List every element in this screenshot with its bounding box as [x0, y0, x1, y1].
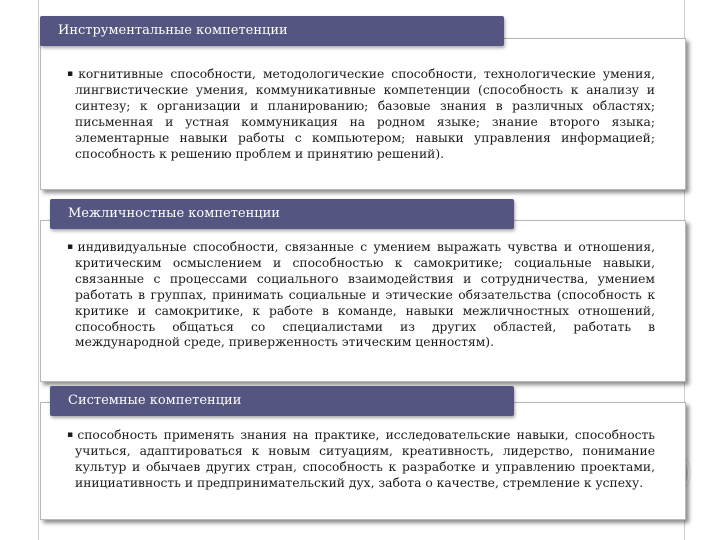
interpersonal-competencies-box [40, 220, 686, 382]
interpersonal-competencies-text: ▪ индивидуальные способности, связанные с умением выражать чувства и отношения, критическим осмыслением и способностью к самокритике; социальные навыки, связанные с процессами социального взаимодействия и сотрудничества, умением работать в группах, принимать социальные и этические обязательства (способность к критике и самокритике, к работе в команде, навыки межличностных отношений, способность общаться со специалистами из других областей, работать в международной среде, приверженность этическим ценностям). [67, 240, 655, 350]
system-competencies-text: ▪ способность применять знания на практике, исследовательские навыки, способность учиться, адаптироваться к новым ситуациям, креативность, лидерство, понимание культур и обычаев других стран, способность к разработке и управлению проектами, инициативность и предпринимательский дух, забота о качестве, стремление к успеху. [67, 428, 655, 490]
system-competencies-box [40, 402, 686, 520]
instrumental-competencies-box [40, 38, 686, 190]
bullet-icon: ▪ [67, 69, 77, 79]
left-frame-line [8, 0, 39, 540]
bullet-icon: ▪ [67, 242, 76, 252]
instrumental-competencies-header: Инструментальные компетенции [40, 16, 504, 46]
system-competencies-header: Системные компетенции [50, 386, 514, 416]
bullet-icon: ▪ [67, 430, 76, 440]
interpersonal-competencies-header: Межличностные компетенции [50, 199, 514, 229]
instrumental-competencies-text: ▪ когнитивные способности, методологические способности, технологические умения, лингвистические умения, коммуникативные компетенции (способность к анализу и синтезу; к организации и планированию; базовые знания в различных областях; письменная и устная коммуникация на родном языке; знание второго языка; элементарные навыки работы с компьютером; навыки управления информацией; способность к решению проблем и принятию решений). [67, 67, 655, 161]
